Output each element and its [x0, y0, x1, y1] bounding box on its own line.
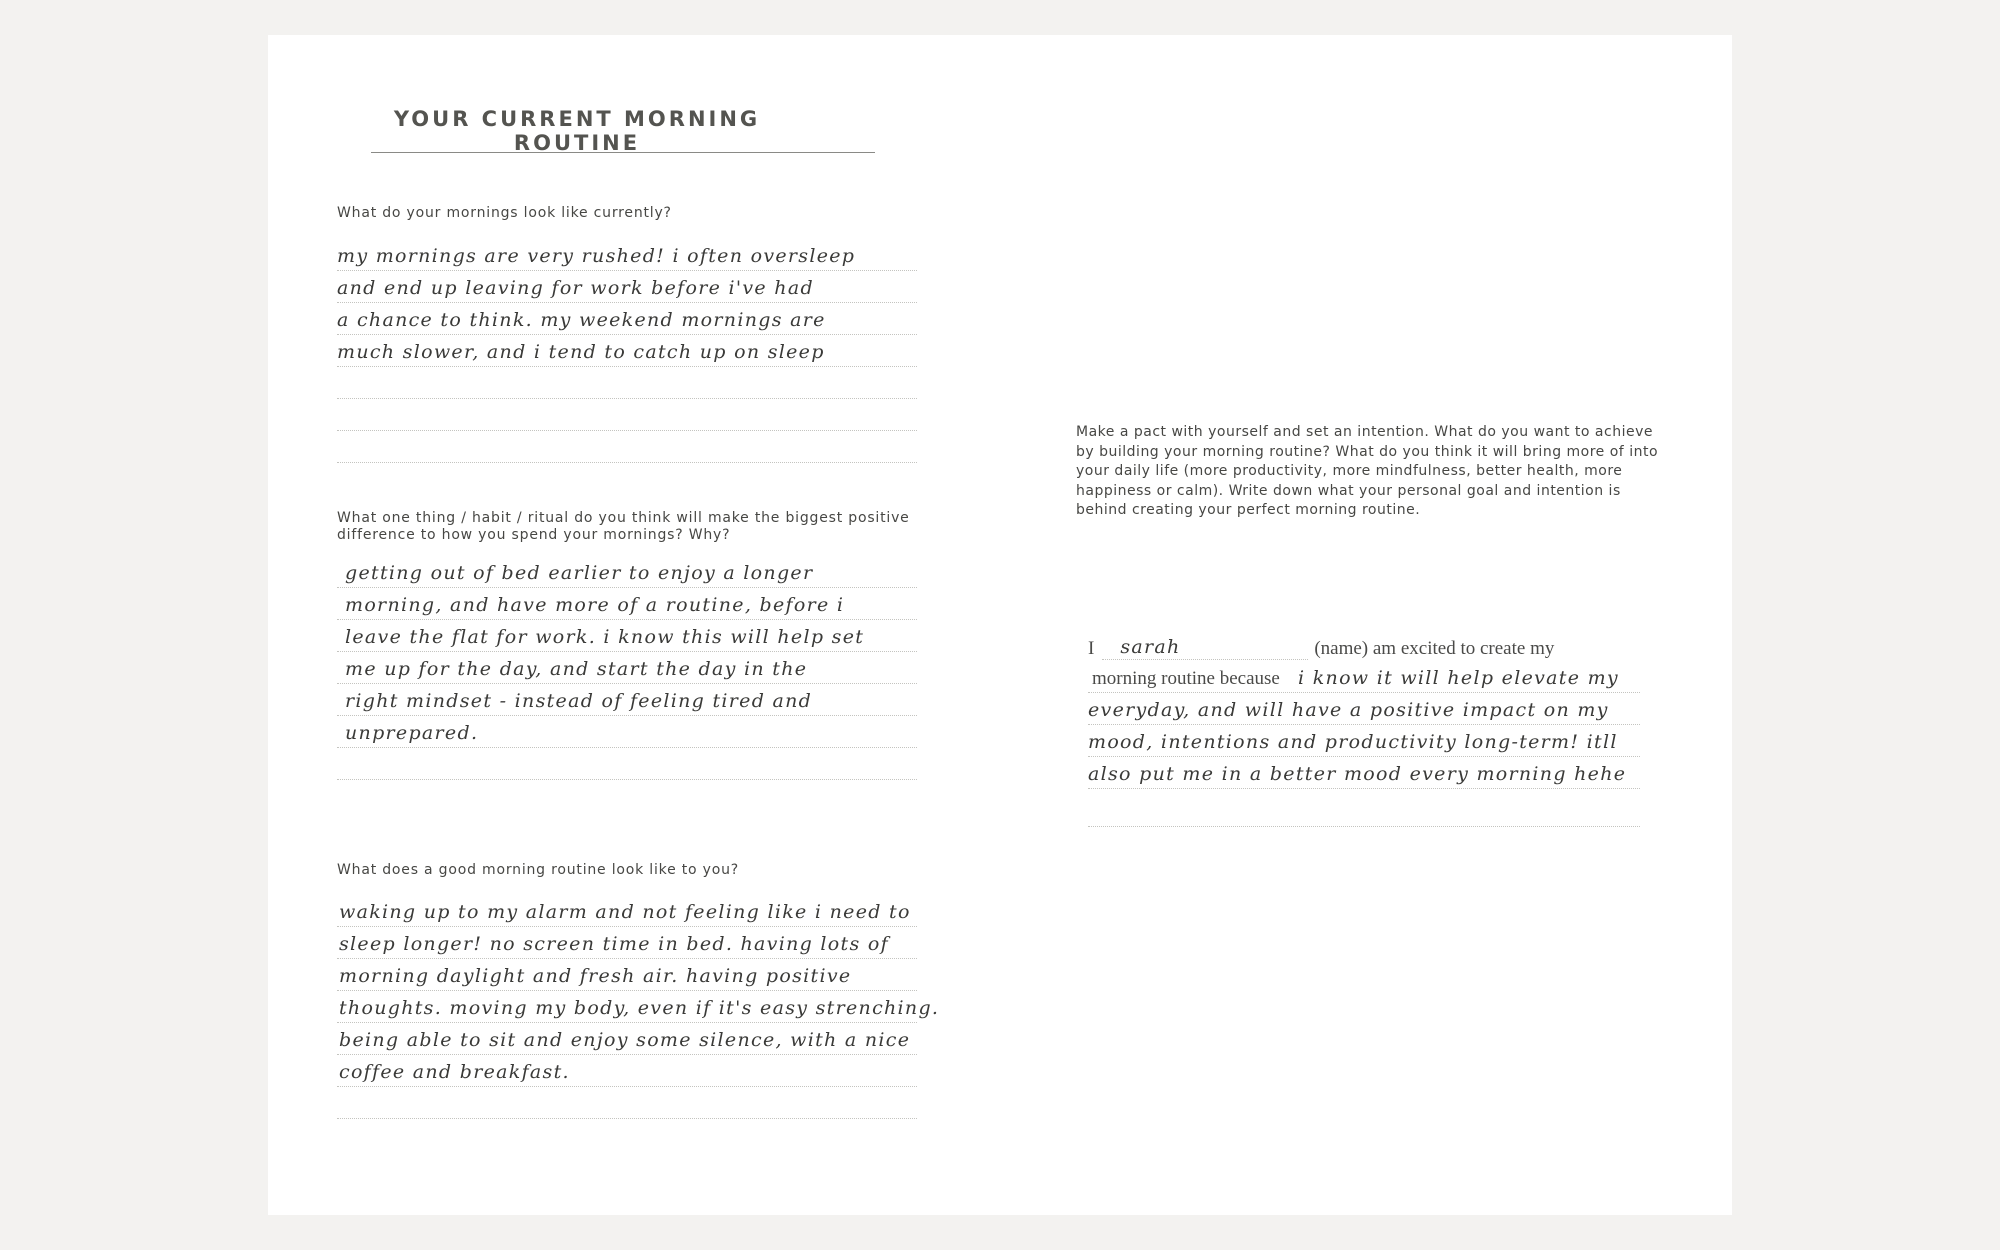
answer-line — [337, 895, 917, 927]
answer-line — [337, 431, 917, 463]
answer-line — [337, 716, 917, 748]
title-divider — [371, 152, 875, 153]
answer-line — [337, 367, 917, 399]
handwritten-text: everyday, and will have a positive impact on my — [1088, 699, 1609, 721]
handwritten-text: sleep longer! no screen time in bed. having lots of — [339, 933, 889, 955]
pledge-because: morning routine because — [1092, 668, 1280, 689]
pledge-name-row — [1088, 631, 1554, 660]
answer-line — [337, 399, 917, 431]
answer-line — [337, 684, 917, 716]
answer-line — [337, 239, 917, 271]
question-current-mornings: What do your mornings look like currently? — [337, 205, 672, 221]
handwritten-text: thoughts. moving my body, even if it's easy strenching. — [339, 997, 940, 1019]
answer-line — [337, 927, 917, 959]
handwritten-text: coffee and breakfast. — [339, 1061, 570, 1083]
handwritten-text: morning daylight and fresh air. having positive — [339, 965, 852, 987]
handwritten-text: waking up to my alarm and not feeling like i need to — [339, 901, 911, 923]
answer-line — [1088, 757, 1640, 789]
intention-answer[interactable] — [1088, 661, 1640, 827]
handwritten-text: my mornings are very rushed! i often oversleep — [337, 245, 856, 267]
answer-good-routine[interactable] — [337, 895, 940, 1119]
answer-line — [337, 588, 917, 620]
name-value: sarah — [1120, 636, 1181, 658]
answer-biggest-difference[interactable] — [337, 556, 917, 780]
answer-line — [337, 1087, 917, 1119]
answer-line — [1088, 693, 1640, 725]
handwritten-text: a chance to think. my weekend mornings are — [337, 309, 826, 331]
pledge-after-name: (name) am excited to create my — [1314, 638, 1555, 659]
handwritten-text: getting out of bed earlier to enjoy a longer — [345, 562, 814, 584]
answer-line — [337, 335, 917, 367]
answer-line — [337, 959, 917, 991]
handwritten-text: right mindset - instead of feeling tired and — [345, 690, 813, 712]
handwritten-text: being able to sit and enjoy some silence, with a nice — [339, 1029, 911, 1051]
handwritten-text: also put me in a better mood every morning hehe — [1088, 763, 1627, 785]
question-biggest-difference: What one thing / habit / ritual do you think will make the biggest positive difference to how you spend your mornings? Why? — [337, 510, 910, 543]
answer-line — [337, 1023, 917, 1055]
handwritten-text: i know it will help elevate my — [1298, 667, 1619, 689]
pledge-start: I — [1088, 638, 1095, 659]
handwritten-text: much slower, and i tend to catch up on sleep — [337, 341, 825, 363]
question-good-routine: What does a good morning routine look like to you? — [337, 862, 740, 878]
journal-spread — [268, 35, 1732, 1215]
handwritten-text: me up for the day, and start the day in the — [345, 658, 808, 680]
intention-prompt: Make a pact with yourself and set an intention. What do you want to achieve by building your morning routine? What do you think it will bring more of into your daily life (more productivity, more mindfulness, better health, more happiness or calm). Write down what your personal goal and intention is behind creating your perfect morning routine. — [1076, 424, 1659, 518]
answer-line — [1088, 725, 1640, 757]
handwritten-text: mood, intentions and productivity long-term! itll — [1088, 731, 1618, 753]
page-title: YOUR CURRENT MORNING ROUTINE — [393, 107, 761, 155]
answer-line — [337, 748, 917, 780]
answer-line — [337, 1055, 917, 1087]
answer-line — [1088, 789, 1640, 827]
answer-line — [337, 620, 917, 652]
answer-line — [337, 556, 917, 588]
answer-line — [1088, 661, 1640, 693]
handwritten-text: unprepared. — [345, 722, 479, 744]
answer-line — [337, 652, 917, 684]
name-field[interactable] — [1102, 631, 1308, 660]
answer-line — [337, 303, 917, 335]
answer-current-mornings[interactable] — [337, 239, 917, 463]
answer-line — [337, 991, 940, 1023]
handwritten-text: and end up leaving for work before i've had — [337, 277, 814, 299]
handwritten-text: morning, and have more of a routine, before i — [345, 594, 845, 616]
handwritten-text: leave the flat for work. i know this will help set — [345, 626, 865, 648]
answer-line — [337, 271, 917, 303]
